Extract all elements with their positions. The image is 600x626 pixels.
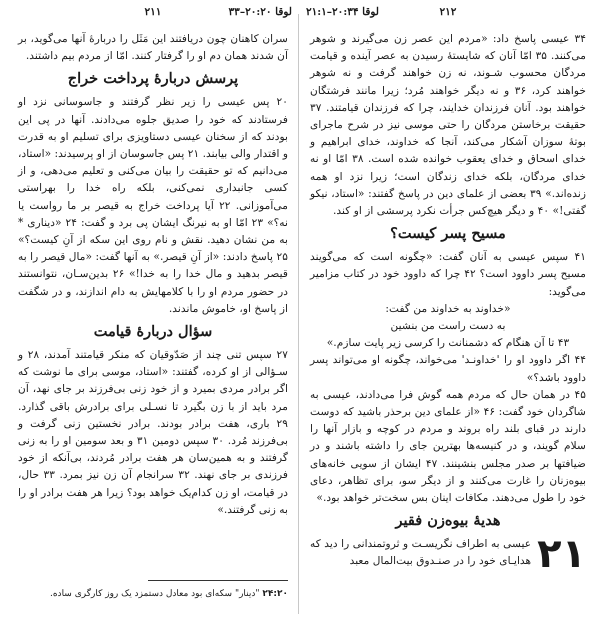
footnote-text: "دینار" سکه‌ای بود معادل دستمزد یک روز کارگری ساده. xyxy=(49,589,260,599)
page-number: ۲۱۱ xyxy=(144,6,162,18)
section-heading: هدیهٔ بیوه‌زن فقیر xyxy=(395,512,501,530)
running-head: لوقا ۲۰:۳۴–۲۱:۱ xyxy=(306,6,379,18)
chapter-opening xyxy=(310,531,586,578)
paragraph: سران کاهنان چون دریافتند این مَثَل را دربارهٔ آنها می‌گوید، بر آن شدند همان دم او را گرفتار کنند. امّا از مردم بیم داشتند. xyxy=(18,32,288,63)
paragraph: ۲۰ پس عیسی را زیر نظر گرفتند و جاسوسانی نزد او فرستادند که خود را صدیق جلوه می‌دادند. آنها در پی این بودند که از سخنان عیسی دستاویزی برای تسلیم او به قدرت و اقتدار والی بیابند. ۲۱ پس جاسوسان از او پرسیدند: «استاد، می‌دانیم که تو حقیقت را بیان می‌کنی و تعلیم می‌دهی، و از کسی جانبداری نمی‌کنی، بلکه راه خدا را بهراستی می‌آموزانی. ۲۲ آیا پرداخت خراج به قیصر بر ما رواست یا نه؟» ۲۳ امّا او به نیرنگ ایشان پی برد و گفت: ۲۴ «دیناری * به من نشان دهید. نقش و نام روی این سکه از آنِ کیست؟» ۲۵ پاسخ دادند: «از آنِ قیصر.» به آنها گفت: «مال قیصر را به قیصر بدهید و مال خدا را به خدا!» ۲۶ بدین‌سـان، نتوانستند در حضور مردم او را با کلامهایش به دام اندازند، و در شگفت از پاسخ او، خاموش ماندند. xyxy=(18,95,289,315)
quote-line: به دست راست من بنشین xyxy=(390,319,506,333)
quote-line: «خداوند به خداوند من گفت: xyxy=(385,301,511,315)
quote-line: ۴۳ تا آن هنگام که دشمنانت را کرسی زیر پایت سازم.» xyxy=(326,336,570,350)
page-number: ۲۱۲ xyxy=(439,6,457,18)
paragraph: ۳۴ عیسی پاسخ داد: «مردم این عصر زن می‌گیرند و شوهر می‌کنند. ۳۵ امّا آنان که شایستهٔ رسیدن به عصر آینده و قیامت مردگان محسوب شـوند، نه زن خواهند گرفت و نه شوهر خواهند کرد، ۳۶ و نه دیگر خواهند مُرد؛ زیرا مانند فرشتگان خواهند بود. آنان فرزندان خدایند، چرا که فرزندان قیامتند. ۳۷ حقیقت برخاستن مردگان را حتی موسی نیز در شرح ماجرای بوتهٔ سوزان آشکار می‌کند، آنجا که خداوند، خدای ابراهیم و خدای اسحاق و خدای یعقوب خوانده شده است. ۳۸ امّا او نه خدای مردگان، بلکه خدای زندگان است؛ زیرا نزد او همه زنده‌اند.» ۳۹ بعضی از علمای دین در پاسخ گفتند: «استاد، نیکو گفتی!» ۴۰ و دیگر هیچ‌کس جرأت نکرد پرسشی از او کند. xyxy=(310,32,586,218)
right-page-body xyxy=(310,30,587,578)
left-page xyxy=(10,0,296,626)
left-page-body xyxy=(18,30,288,518)
paragraph: ۲۷ سپس تنی چند از صَدّوقیان که منکر قیامتند آمدند، ۲۸ و سـؤالی از او کرده، گفتند: «استاد، موسی برای ما نوشت که اگر برادر مردی بمیرد و از خود زنی بی‌فرزند بر جای نهد، آن مرد باید از با زن بگیرد تا نسـلی برای برادرش باقی گذارد. ۲۹ باری، هفت برادر بودند. برادر نخستین زنی گرفت و بی‌فرزند مُرد. ۳۰ سپس دومین ۳۱ و بعد سومین او را به زنی گرفتند و به همین‌سان هر هفت برادر مُردند، بی‌آنکه از خود فرزندی بر جای نهند. ۳۲ سرانجام آن زن نیز بمرد. ۳۳ حال، در قیامت، او زن کدام‌یک خواهد بود؟ زیرا هر هفت برادر او را به زنی گرفتند.» xyxy=(18,348,288,516)
section-heading: مسیح پسر کیست؟ xyxy=(390,225,506,243)
footnote-ref: ۲۴:۲۰ xyxy=(262,589,288,599)
left-page-header xyxy=(10,6,296,24)
footnote-rule xyxy=(148,580,288,581)
chapter-number: ۲۱ xyxy=(537,531,586,578)
right-page xyxy=(302,0,594,626)
section-heading: سؤال دربارهٔ قیامت xyxy=(93,323,213,341)
section-heading: پرسش دربارهٔ پرداخت خراج xyxy=(67,70,239,88)
paragraph: عیسی به اطراف نگریسـت و ثروتمندانی را دید که هدایـای خود را در صنـدوق بیت‌المال معبد xyxy=(310,537,532,568)
paragraph: ۴۱ سپس عیسی به آنان گفت: «چگونه است که می‌گویند مسیح پسر داوود است؟ ۴۲ چرا که داوود خود در کتاب مزامیر می‌گوید: xyxy=(310,250,587,298)
right-page-header xyxy=(302,6,594,24)
running-head: لوقا ۲۰:۲۰–۳۳ xyxy=(228,6,292,18)
page-gutter xyxy=(298,14,299,614)
paragraph: ۴۴ اگر داوود او را 'خداونـد' می‌خواند، چگونه او می‌تواند پسر داوود باشد؟» xyxy=(310,353,586,384)
footnote xyxy=(18,588,288,601)
paragraph: ۴۵ در همان حال که مردم همه گوش فرا می‌دادند، عیسی به شاگردان خود گفت: ۴۶ «از علمای دین برحذر باشید که دوست دارند در قبای بلند راه بروند و مردم در کوچه و بازار آنها را سلام گویند، و در کنیسه‌ها بهترین جای را داشته باشند و در ضیافتها بر صدر مجلس بنشینند. ۴۷ ‏ایشان از سویی خانه‌های بیوه‌زنان را غارت می‌کنند و از دیگر سو، برای تظاهر، دعای خود را طول می‌دهند. مکافات اینان بس سخت‌تر خواهد بود.» xyxy=(310,387,586,505)
